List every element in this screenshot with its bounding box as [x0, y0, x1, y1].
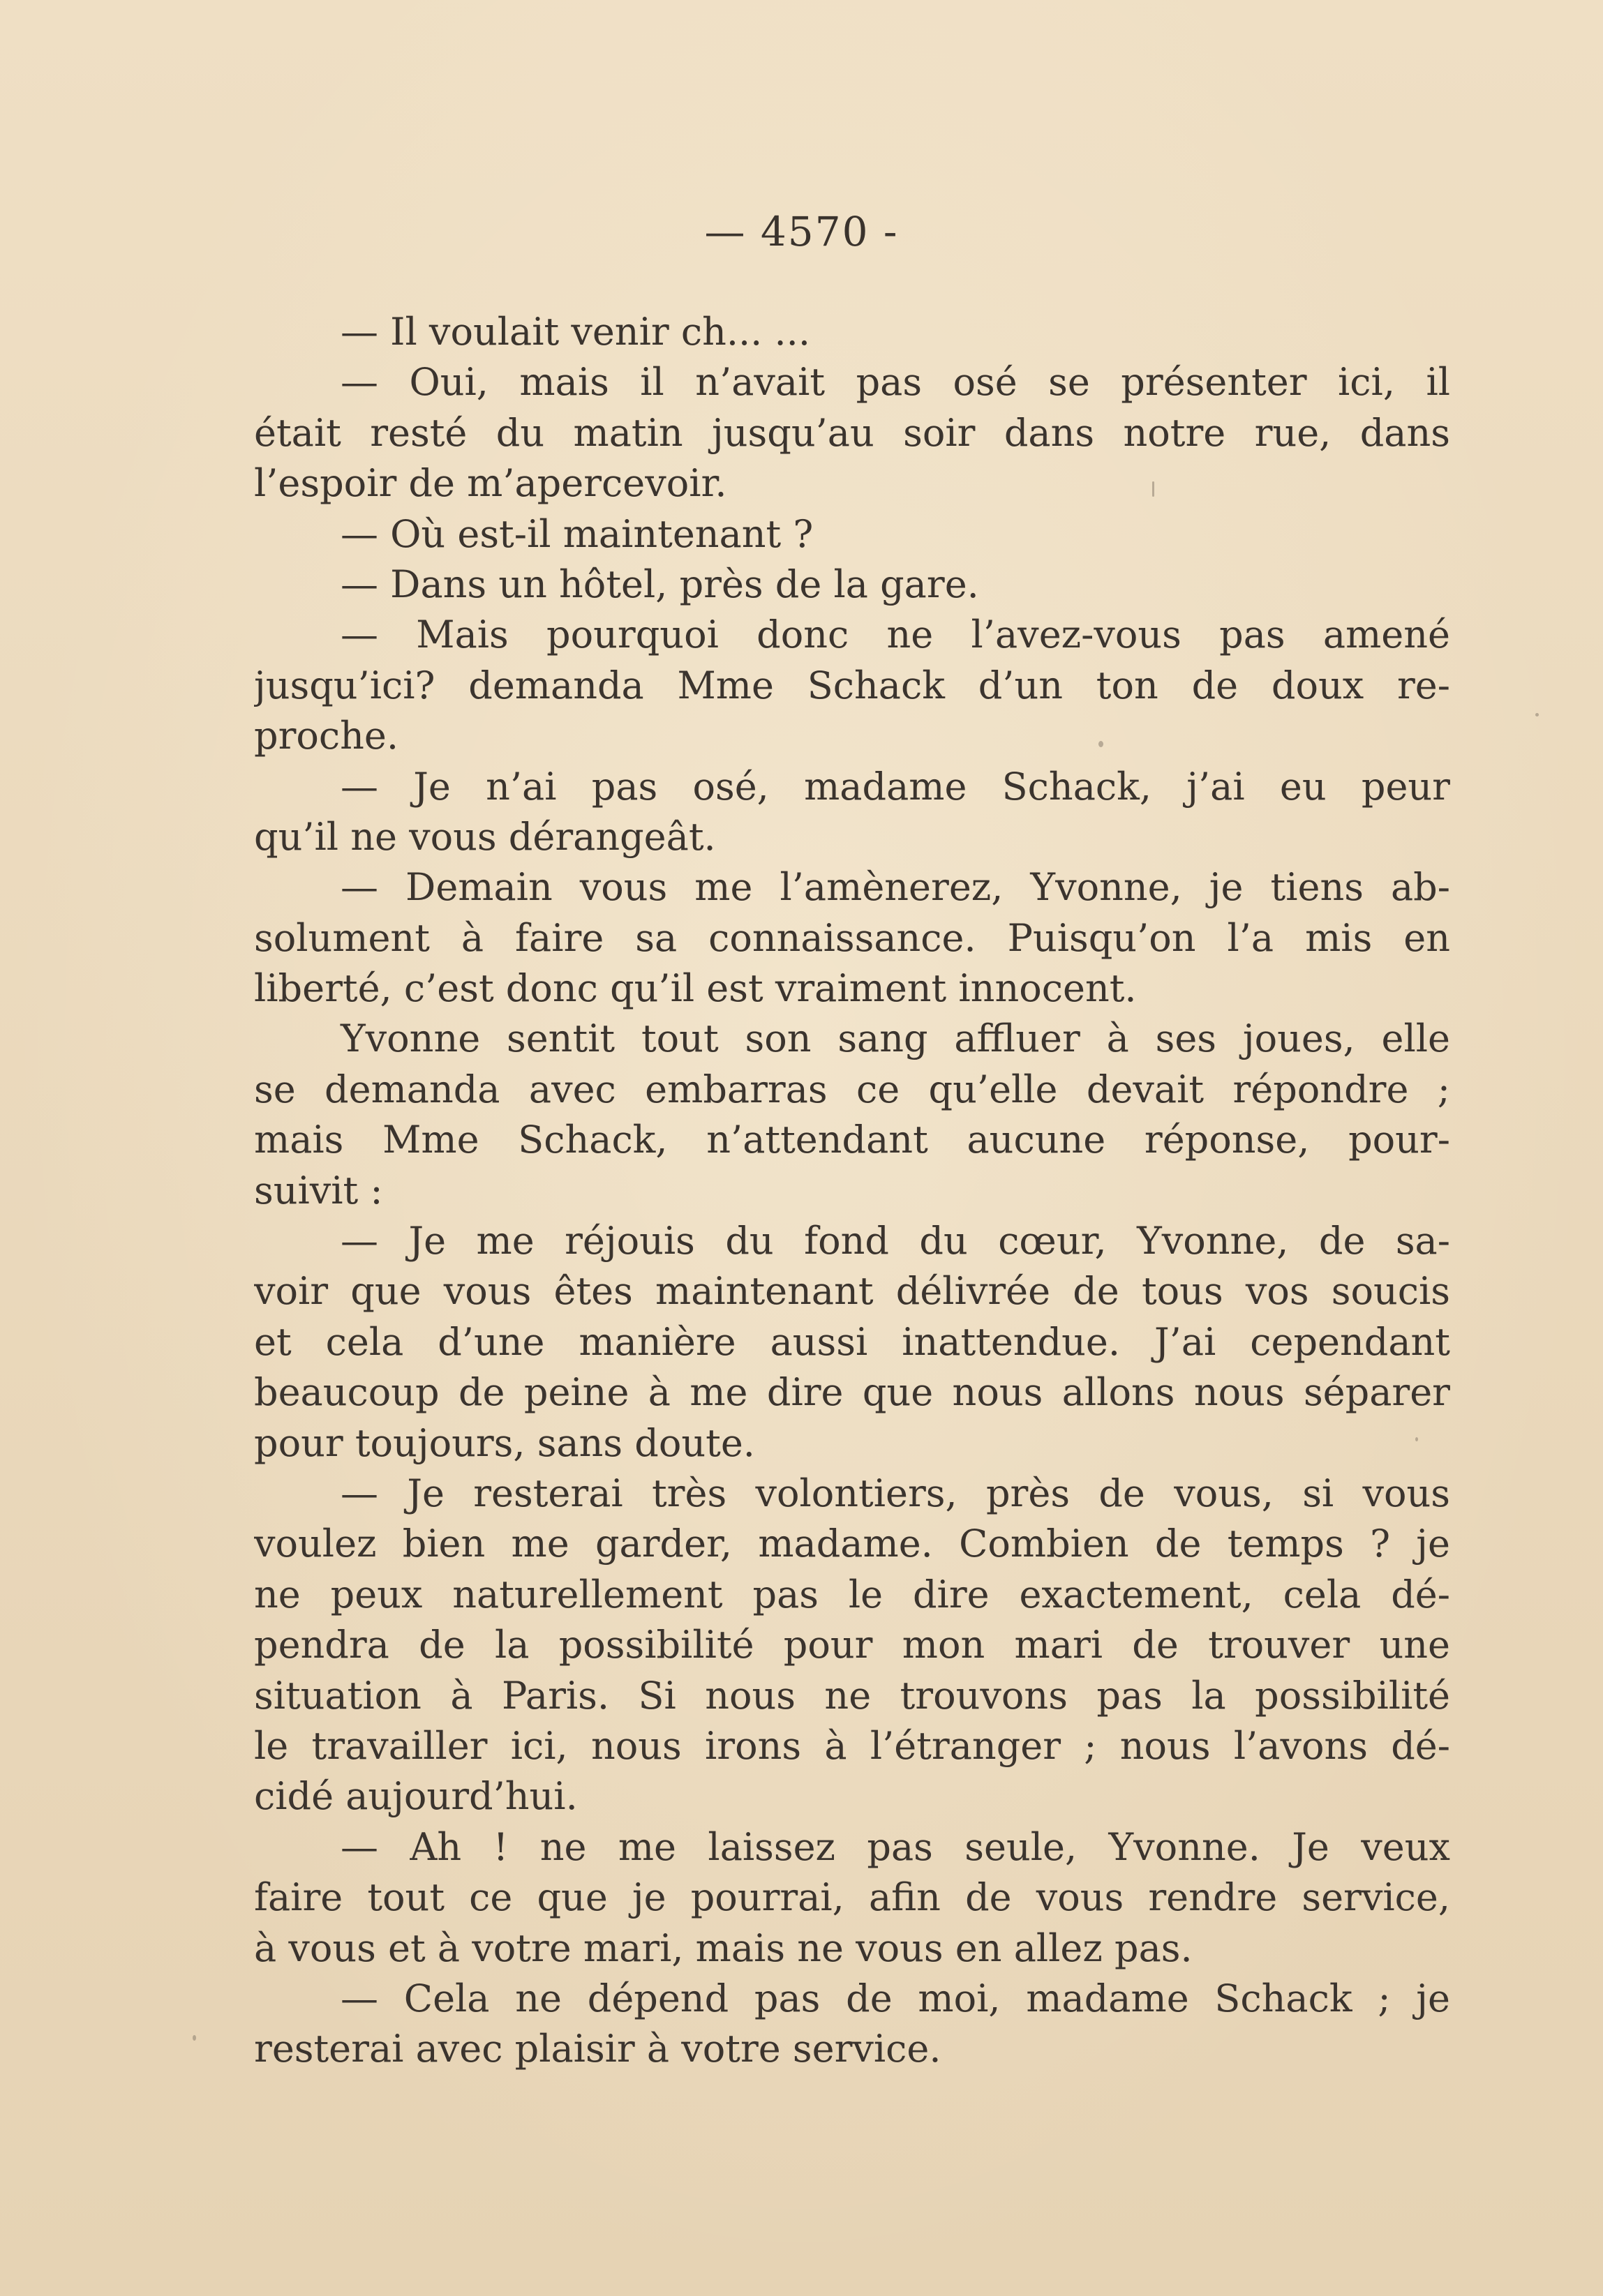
text-line: — Mais pourquoi donc ne l’avez-vous pas amené [341, 613, 1450, 657]
text-line: jusqu’ici? demanda Mme Schack d’un ton de doux re- [254, 663, 1450, 707]
paper-speck [193, 2035, 196, 2041]
text-line: voir que vous êtes maintenant délivrée de tous vos soucis [254, 1269, 1450, 1314]
text-line: resterai avec plaisir à votre service. [254, 2027, 941, 2071]
page-number: — 4570 - [704, 208, 899, 255]
text-line: qu’il ne vous dérangeât. [254, 814, 716, 859]
text-line: — Je n’ai pas osé, madame Schack, j’ai eu peur [341, 764, 1450, 809]
text-line: et cela d’une manière aussi inattendue. J’ai cependant [254, 1319, 1450, 1364]
text-line: l’espoir de m’apercevoir. [254, 461, 727, 506]
text-line: faire tout ce que je pourrai, afin de vous rendre service, [254, 1875, 1450, 1920]
text-line: à vous et à votre mari, mais ne vous en allez pas. [254, 1926, 1193, 1970]
text-line: solument à faire sa connaissance. Puisqu’on l’a mis en [254, 915, 1450, 960]
page-text [254, 307, 1450, 2075]
text-line: — Je resterai très volontiers, près de vous, si vous [341, 1471, 1450, 1515]
text-line: cidé aujourd’hui. [254, 1774, 578, 1819]
text-line: se demanda avec embarras ce qu’elle devait répondre ; [254, 1067, 1450, 1111]
text-line: le travailler ici, nous irons à l’étranger ; nous l’avons dé- [254, 1723, 1450, 1768]
text-line: Yvonne sentit tout son sang affluer à ses joues, elle [341, 1016, 1450, 1061]
paper-speck [1535, 713, 1539, 716]
paper-speck [1415, 1437, 1418, 1441]
text-line: — Il voulait venir ch... ... [341, 310, 810, 354]
text-line: situation à Paris. Si nous ne trouvons pas la possibilité [254, 1673, 1450, 1718]
text-line: — Oui, mais il n’avait pas osé se présenter ici, il [341, 360, 1450, 405]
paper-speck [1098, 741, 1103, 747]
text-line: pour toujours, sans doute. [254, 1420, 755, 1465]
text-line: liberté, c’est donc qu’il est vraiment innocent. [254, 966, 1137, 1011]
text-line: — Je me réjouis du fond du cœur, Yvonne, de sa- [341, 1219, 1450, 1263]
text-line: était resté du matin jusqu’au soir dans notre rue, dans [254, 410, 1450, 455]
text-line: suivit : [254, 1168, 383, 1213]
text-line: mais Mme Schack, n’attendant aucune réponse, pour- [254, 1118, 1450, 1162]
text-line: — Ah ! ne me laissez pas seule, Yvonne. Je veux [341, 1824, 1450, 1869]
text-line: — Dans un hôtel, près de la gare. [341, 562, 979, 606]
text-line: — Demain vous me l’amènerez, Yvonne, je tiens ab- [341, 865, 1450, 910]
text-line: — Où est-il maintenant ? [341, 511, 814, 556]
text-line: proche. [254, 714, 399, 758]
text-line: pendra de la possibilité pour mon mari de trouver une [254, 1623, 1450, 1667]
text-line: — Cela ne dépend pas de moi, madame Schack ; je [341, 1976, 1450, 2020]
paper-speck [1152, 481, 1154, 497]
text-line: beaucoup de peine à me dire que nous allons nous séparer [254, 1370, 1450, 1415]
text-line: ne peux naturellement pas le dire exactement, cela dé- [254, 1572, 1450, 1616]
text-line: voulez bien me garder, madame. Combien de temps ? je [254, 1522, 1450, 1566]
